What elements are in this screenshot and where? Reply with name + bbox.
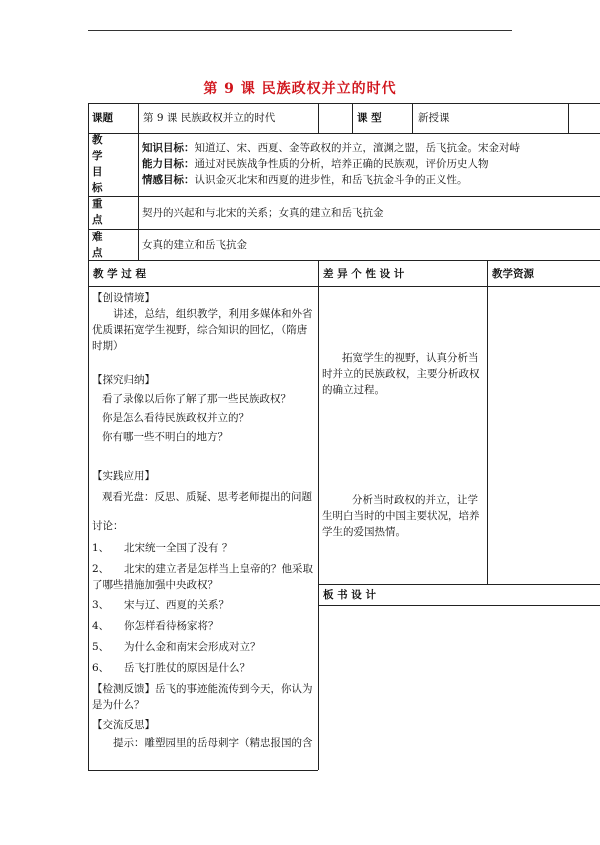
table-line bbox=[318, 103, 319, 133]
design-paragraph-1: 拓宽学生的视野，认真分析当 时并立的民族政权，主要分析政权 的确立过程。 bbox=[322, 352, 480, 396]
page-title: 第 9 课 民族政权并立的时代 bbox=[203, 81, 397, 97]
section-head: 【创设情境】 bbox=[92, 292, 155, 304]
column-process: 教 学 过 程 bbox=[93, 268, 146, 280]
section-head: 【探究归纳】 bbox=[92, 374, 155, 386]
table-line bbox=[352, 103, 353, 133]
ability-objective: 能力目标：通过对民族战争性质的分析，培养正确的民族观，评价历史人物 bbox=[142, 158, 489, 170]
process-content: 【创设情境】 讲述，总结，组织教学，利用多媒体和外省 优质课拓宽学生视野，综合知识的回忆，（隋唐 时期） 【探究归纳】 看了录像以后你了解了那一些民族政权？ 你是怎么看待民族政权并立的？ 你有哪一些不明白的地方？ 【实践应用】 观看光盘：反思、质疑、思考老师提出的问题 讨论： 1、 北宋统一全国了没有 ？ 2、 北宋的建立者是怎样当上皇帝的？他采取 了哪些措施加强中央政权？ 3、 宋与辽、西夏的关系？ 4、 你怎样看待杨家将？ 5、 为什么金和南宋会形成对立？ 6、 岳飞打胜仗的原因是什么？ 【检测反馈】岳飞的事迹能流传到今天，你认为 是为什么？ 【交流反思】 提示：雕塑园里的岳母刺字（精忠报国的含 bbox=[92, 292, 313, 749]
table-line bbox=[88, 260, 600, 261]
section-head: 【交流反思】 bbox=[92, 719, 155, 731]
key-points-label: 重 点 bbox=[92, 198, 103, 226]
header-topic: 第 9 课 民族政权并立的时代 bbox=[143, 112, 276, 124]
key-points-text: 契丹的兴起和与北宋的关系；女真的建立和岳飞抗金 bbox=[142, 207, 384, 219]
difficult-points-label: 难 点 bbox=[92, 231, 103, 259]
header-label: 课题 bbox=[92, 112, 113, 124]
difficult-points-text: 女真的建立和岳飞抗金 bbox=[142, 239, 247, 251]
header-type-value: 新授课 bbox=[418, 112, 450, 124]
table-line bbox=[88, 229, 600, 230]
table-line bbox=[318, 584, 600, 585]
table-line bbox=[88, 103, 600, 104]
list-item: 6、 岳飞打胜仗的原因是什么？ bbox=[92, 662, 250, 674]
column-board: 板 书 设 计 bbox=[323, 589, 376, 601]
column-resources: 教学资源 bbox=[492, 268, 534, 280]
table-line bbox=[568, 103, 569, 133]
table-line bbox=[88, 286, 600, 287]
table-line bbox=[88, 133, 600, 134]
table-border-left bbox=[88, 103, 89, 770]
list-item: 3、 宋与辽、西夏的关系？ bbox=[92, 599, 229, 611]
list-item: 4、 你怎样看待杨家将？ bbox=[92, 620, 219, 632]
table-line bbox=[487, 260, 488, 584]
table-line bbox=[88, 196, 600, 197]
knowledge-objective: 知识目标：知道辽、宋、西夏、金等政权的并立，澶渊之盟，岳飞抗金。宋金对峙 bbox=[142, 142, 520, 154]
emotion-objective: 情感目标：认识金灭北宋和西夏的进步性，和岳飞抗金斗争的正义性。 bbox=[142, 174, 468, 186]
design-paragraph-2: 分析当时政权的并立，让学 生明白当时的中国主要状况，培养 学生的爱国热情。 bbox=[322, 494, 480, 538]
list-item: 了哪些措施加强中央政权？ bbox=[92, 579, 218, 591]
table-line bbox=[412, 103, 413, 133]
table-line bbox=[318, 605, 600, 606]
section-head: 【实践应用】 bbox=[92, 470, 155, 482]
objectives-label: 教 学 目 标 bbox=[92, 134, 103, 194]
column-design: 差 异 个 性 设 计 bbox=[323, 268, 405, 280]
table-line bbox=[138, 103, 139, 260]
top-rule bbox=[88, 30, 512, 31]
list-item: 2、 北宋的建立者是怎样当上皇帝的？他采取 bbox=[92, 563, 313, 575]
table-line bbox=[318, 260, 319, 770]
list-item: 1、 北宋统一全国了没有 ？ bbox=[92, 542, 233, 554]
table-line bbox=[88, 770, 318, 771]
header-type-label: 课 型 bbox=[357, 112, 382, 124]
list-item: 5、 为什么金和南宋会形成对立？ bbox=[92, 641, 261, 653]
